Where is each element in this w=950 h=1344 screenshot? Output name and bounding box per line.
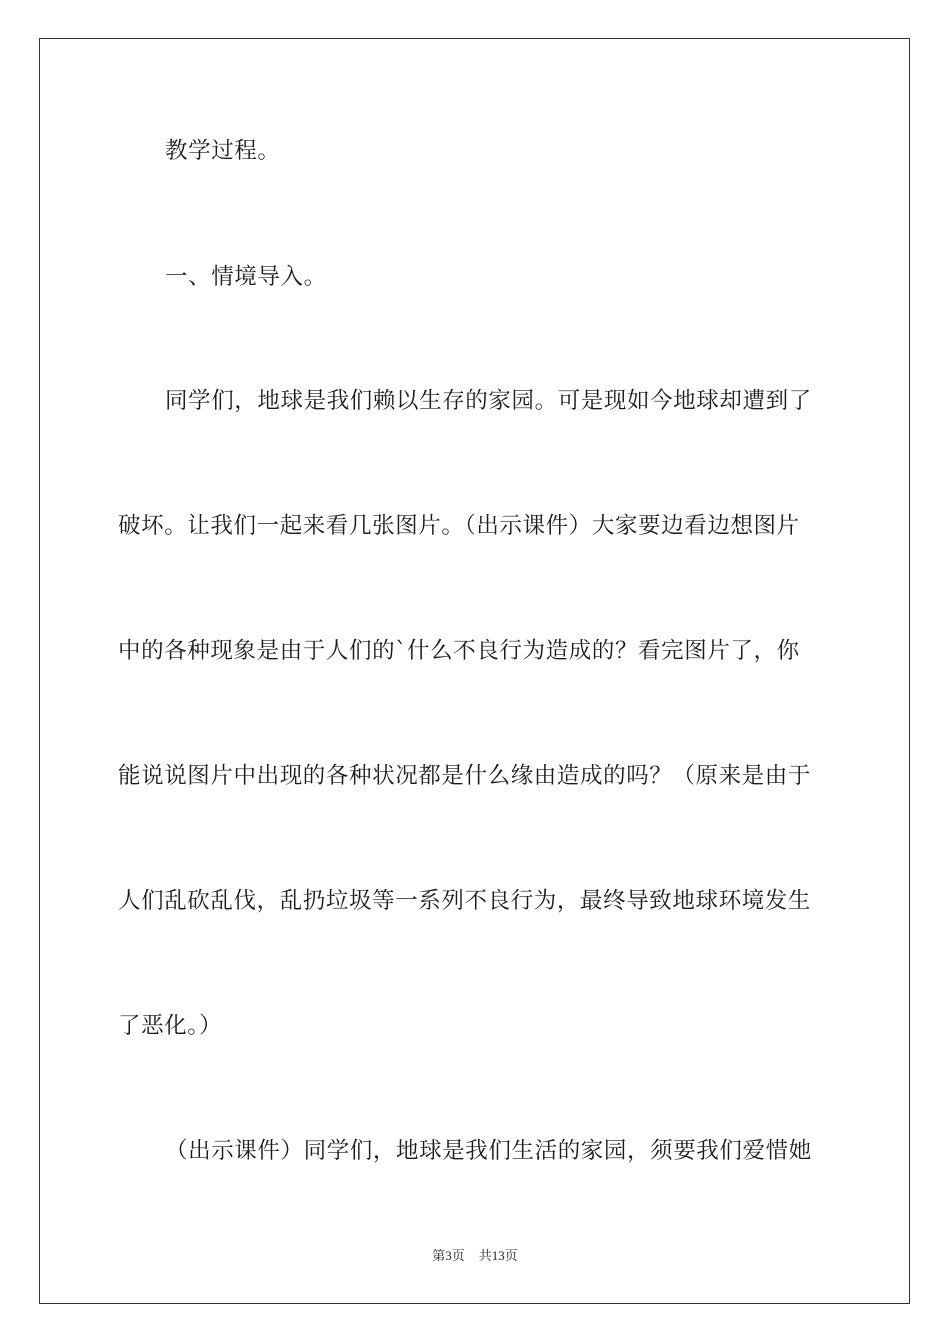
paragraph-line: 了恶化。） (118, 1013, 223, 1039)
page-border (39, 38, 910, 1304)
paragraph-line: 同学们，地球是我们赖以生存的家园。可是现如今地球却遭到了 (165, 388, 812, 414)
paragraph-line: 能说说图片中出现的各种状况都是什么缘由造成的吗？（原来是由于 (118, 763, 812, 789)
paragraph-line: （出示课件）同学们，地球是我们生活的家园，须要我们爱惜她 (165, 1138, 812, 1164)
paragraph-line: 中的各种现象是由于人们的`什么不良行为造成的？看完图片了，你 (118, 638, 800, 664)
page-footer (0, 1248, 950, 1264)
paragraph-line: 人们乱砍乱伐，乱扔垃圾等一系列不良行为，最终导致地球环境发生 (118, 888, 812, 914)
section-heading-intro: 一、情境导入。 (165, 264, 327, 290)
section-heading-teaching-process: 教学过程。 (165, 138, 281, 164)
paragraph-line: 破坏。让我们一起来看几张图片。（出示课件）大家要边看边想图片 (118, 513, 800, 539)
page-number: 第3页 (432, 1248, 465, 1263)
page-total: 共13页 (478, 1248, 518, 1263)
